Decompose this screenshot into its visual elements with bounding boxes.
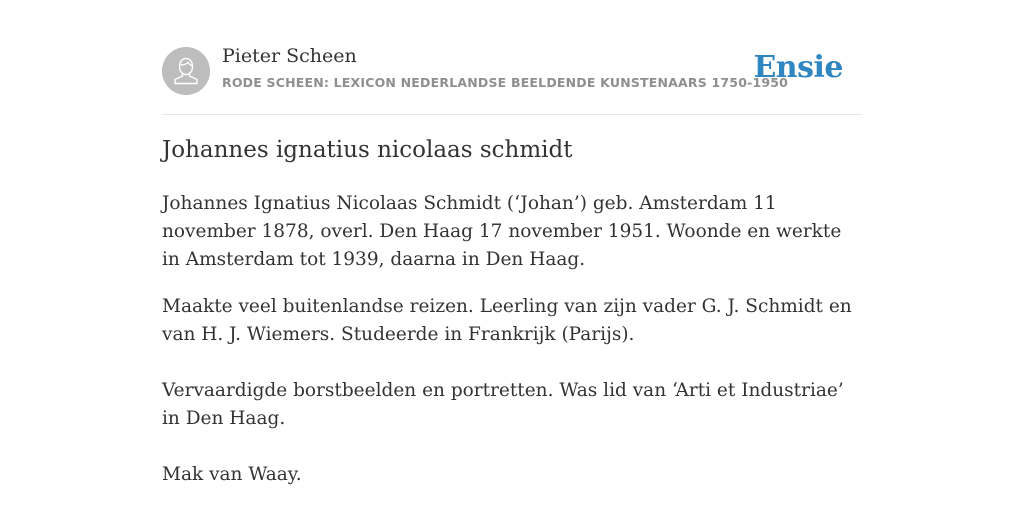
entry-title: Johannes ignatius nicolaas schmidt <box>162 137 573 163</box>
entry-paragraph: Maakte veel buitenlandse reizen. Leerling van zijn vader G. J. Schmidt en van H. J. Wiemers. Studeerde in Frankrijk (Parijs). <box>162 296 852 345</box>
entry-card <box>162 0 862 485</box>
author-name-link[interactable]: Pieter Scheen <box>222 45 357 67</box>
user-icon <box>162 47 210 95</box>
entry-paragraph: Vervaardigde borstbeelden en portretten. Was lid van ‘Arti et Industriae’ in Den Haag. <box>162 380 844 429</box>
entry-body <box>162 190 862 489</box>
entry-paragraph: Johannes Ignatius Nicolaas Schmidt (‘Johan’) geb. Amsterdam 11 november 1878, overl. Den Haag 17 november 1951. Woonde en werkte in Amsterdam tot 1939, daarna in Den Haag. <box>162 193 842 270</box>
entry-paragraph: Mak van Waay. <box>162 464 302 485</box>
ensie-logo[interactable]: Ensie <box>753 50 843 85</box>
author-avatar[interactable] <box>162 47 210 95</box>
entry-header <box>162 0 862 115</box>
source-label: RODE SCHEEN: LEXICON NEDERLANDSE BEELDENDE KUNSTENAARS 1750-1950 <box>222 75 789 90</box>
